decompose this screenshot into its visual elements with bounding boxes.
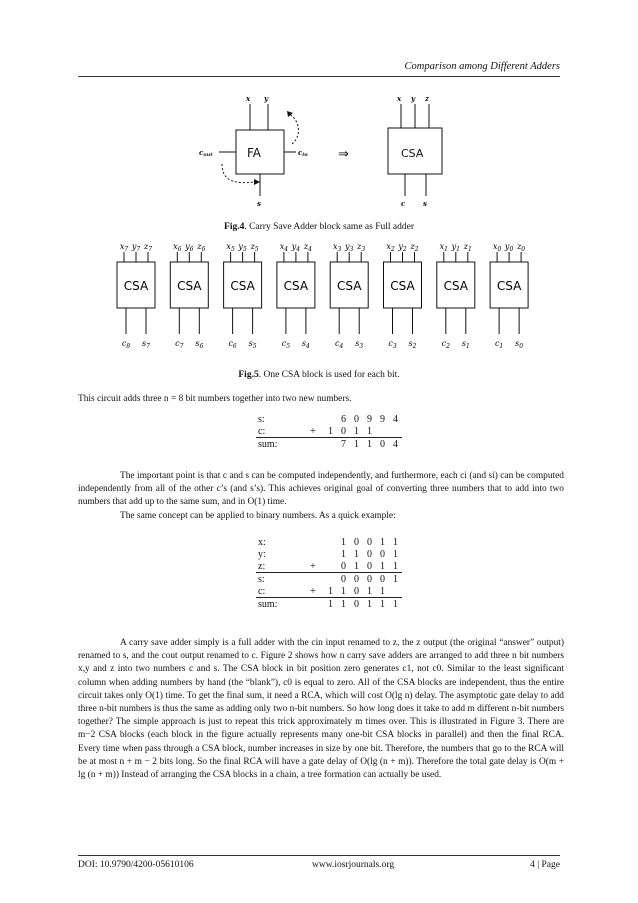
csa-input-label: $z_4$ bbox=[303, 242, 312, 253]
csa-output-label: $s_6$ bbox=[195, 339, 204, 350]
digit-cell: 7 bbox=[337, 438, 350, 451]
csa-output-label: c bbox=[401, 199, 406, 208]
digit-cell: 1 bbox=[363, 438, 376, 451]
csa-input-label: $y_4$ bbox=[291, 242, 301, 253]
csa-output-label: $s_2$ bbox=[408, 339, 417, 350]
csa-output-label: $s_0$ bbox=[515, 339, 524, 350]
csa-input-label: z bbox=[425, 94, 429, 103]
csa-input-label: $y_6$ bbox=[185, 242, 194, 253]
csa-block-label: CSA bbox=[177, 279, 202, 293]
digit-cell: 1 bbox=[354, 425, 359, 437]
digit-cell: 0 bbox=[367, 560, 372, 572]
row-label: sum: bbox=[256, 598, 302, 611]
row-operator bbox=[302, 413, 324, 425]
digit-cell: 0 bbox=[341, 560, 346, 572]
digit-cell: 1 bbox=[328, 585, 333, 597]
digit-cell: 1 bbox=[341, 585, 346, 597]
csa-output-label: $s_5$ bbox=[248, 339, 257, 350]
digit-cell bbox=[324, 560, 337, 573]
csa-output-label: $c_2$ bbox=[441, 339, 450, 350]
digit-cell: 1 bbox=[389, 598, 402, 611]
row-operator: + bbox=[310, 425, 316, 437]
digit-cell: 0 bbox=[354, 413, 359, 425]
row-label: x: bbox=[258, 536, 266, 548]
digit-cell: 1 bbox=[350, 438, 363, 451]
row-operator: + bbox=[310, 585, 316, 597]
csa-input-label: $z_7$ bbox=[143, 242, 153, 253]
figure-4 bbox=[0, 92, 638, 212]
digit-cell: 1 bbox=[341, 536, 346, 548]
digit-cell: 0 bbox=[350, 573, 363, 586]
sum-table-row bbox=[256, 536, 402, 548]
digit-cell: 0 bbox=[367, 548, 372, 560]
row-operator bbox=[302, 573, 324, 586]
csa-block-label: CSA bbox=[336, 279, 362, 293]
csa-input-label: $x_2$ bbox=[386, 242, 395, 253]
digit-cell bbox=[324, 548, 337, 560]
digit-cell: 9 bbox=[380, 413, 385, 425]
figure-5-caption bbox=[0, 370, 638, 380]
figure-4-caption bbox=[0, 222, 638, 232]
csa-input-label: $x_5$ bbox=[226, 242, 235, 253]
figure-4-caption-text: . Carry Save Adder block same as Full adder bbox=[244, 222, 414, 232]
digit-cell: 0 bbox=[337, 573, 350, 586]
csa-input-label: $x_6$ bbox=[173, 242, 182, 253]
figure-4-label: Fig.4 bbox=[224, 222, 245, 232]
csa-block bbox=[170, 242, 208, 350]
running-header: Comparison among Different Adders bbox=[404, 61, 560, 72]
row-label: s: bbox=[256, 573, 302, 586]
csa-input-label: $y_5$ bbox=[238, 242, 247, 253]
digit-cell: 0 bbox=[367, 536, 372, 548]
digit-cell: 1 bbox=[393, 536, 398, 548]
row-label: z: bbox=[258, 560, 266, 572]
digit-cell: 1 bbox=[354, 548, 359, 560]
digit-cell: 4 bbox=[393, 413, 398, 425]
csa-input-label: $z_0$ bbox=[517, 242, 526, 253]
figure-5-diagram bbox=[0, 240, 638, 358]
figure-5 bbox=[0, 240, 638, 358]
row-operator: + bbox=[310, 560, 316, 572]
digit-cell: 0 bbox=[376, 573, 389, 586]
digit-cell: 1 bbox=[354, 560, 359, 572]
digit-cell: 0 bbox=[363, 573, 376, 586]
row-operator bbox=[302, 598, 324, 611]
row-operator bbox=[302, 548, 324, 560]
csa-output-label: $s_4$ bbox=[301, 339, 310, 350]
digit-cell: 1 bbox=[380, 536, 385, 548]
csa-input-label: $z_6$ bbox=[197, 242, 206, 253]
sum-table-row bbox=[256, 585, 402, 598]
csa-output-label: $c_5$ bbox=[281, 339, 291, 350]
csa-block-label: CSA bbox=[283, 279, 309, 293]
csa-output-label: $c_4$ bbox=[335, 339, 344, 350]
fa-cin-label: cin bbox=[298, 148, 308, 158]
csa-block bbox=[384, 242, 422, 350]
digit-cell: 1 bbox=[376, 598, 389, 611]
csa-block-label: CSA bbox=[123, 279, 149, 293]
digit-cell bbox=[324, 438, 337, 451]
csa-input-label: $x_1$ bbox=[439, 242, 448, 253]
fa-cout-label: cout bbox=[199, 148, 213, 158]
csa-output-label: $s_3$ bbox=[355, 339, 364, 350]
digit-cell: 1 bbox=[363, 598, 376, 611]
digit-cell: 1 bbox=[324, 598, 337, 611]
csa-input-label: $y_3$ bbox=[345, 242, 354, 253]
digit-cell bbox=[324, 536, 337, 548]
csa-input-label: $z_1$ bbox=[463, 242, 472, 253]
csa-block bbox=[277, 242, 315, 350]
row-operator bbox=[302, 438, 324, 451]
digit-cell: 1 bbox=[380, 585, 385, 597]
digit-cell bbox=[324, 413, 337, 425]
digit-cell: 1 bbox=[328, 425, 333, 437]
fa-block-label: FA bbox=[247, 146, 262, 160]
digit-cell: 9 bbox=[367, 413, 372, 425]
csa-input-label: $x_7$ bbox=[119, 242, 129, 253]
header-rule bbox=[78, 76, 560, 77]
csa-block bbox=[330, 242, 368, 350]
figure-5-caption-text: . One CSA block is used for each bit. bbox=[258, 370, 400, 380]
footer-page-number: 4 | Page bbox=[530, 860, 560, 870]
digit-cell bbox=[376, 425, 389, 438]
digit-cell: 6 bbox=[341, 413, 346, 425]
csa-output-label: $c_1$ bbox=[494, 339, 504, 350]
sum-table-row bbox=[256, 548, 402, 560]
fa-input-label: y bbox=[264, 94, 269, 103]
row-label: c: bbox=[258, 585, 266, 597]
csa-input-label: $x_0$ bbox=[492, 242, 502, 253]
row-label: sum: bbox=[256, 438, 302, 451]
csa-input-label: $y_1$ bbox=[451, 242, 460, 253]
csa-block bbox=[490, 242, 528, 350]
fa-input-label: x bbox=[246, 94, 251, 103]
digit-cell bbox=[389, 585, 402, 598]
sum-table-row bbox=[256, 573, 402, 586]
csa-input-label: x bbox=[397, 94, 402, 103]
digit-cell: 1 bbox=[367, 425, 372, 437]
csa-input-label: $x_3$ bbox=[333, 242, 342, 253]
digit-cell: 1 bbox=[367, 585, 372, 597]
csa-input-label: $x_4$ bbox=[279, 242, 289, 253]
csa-block-label: CSA bbox=[443, 279, 469, 293]
sum-table-row bbox=[256, 598, 402, 611]
csa-output-label: s bbox=[423, 199, 427, 208]
paragraph-independence: The important point is that c and s can be computed independently, and furthermore, each ci (and si) can be computed independently from all of the other c’s (and s’s). This achieves original goal of converting three numbers that to add into two numbers that add up to the same sum, and in O(1) time. bbox=[78, 471, 564, 508]
csa-block bbox=[224, 242, 262, 350]
digit-cell: 1 bbox=[337, 598, 350, 611]
row-operator bbox=[302, 536, 324, 548]
digit-cell bbox=[389, 425, 402, 438]
paragraph-intro: This circuit adds three n = 8 bit numbers together into two new numbers. bbox=[78, 394, 352, 404]
csa-block-label: CSA bbox=[496, 279, 522, 293]
digit-cell: 0 bbox=[341, 425, 346, 437]
csa-output-label: $c_7$ bbox=[175, 339, 184, 350]
digit-cell: 0 bbox=[376, 438, 389, 451]
csa-input-label: y bbox=[411, 94, 416, 103]
equivalence-arrow: ⇒ bbox=[338, 147, 349, 162]
csa-output-label: $s_1$ bbox=[461, 339, 470, 350]
figure-4-diagram bbox=[0, 92, 638, 212]
footer-website: www.iosrjournals.org bbox=[312, 860, 395, 870]
fa-output-label: s bbox=[257, 199, 261, 208]
csa-input-label: $z_2$ bbox=[410, 242, 419, 253]
digit-cell: 4 bbox=[389, 438, 402, 451]
digit-cell bbox=[324, 573, 337, 586]
csa-output-label: $c_6$ bbox=[228, 339, 237, 350]
digit-cell: 0 bbox=[350, 598, 363, 611]
row-label: s: bbox=[258, 413, 265, 425]
csa-output-label: $c_8$ bbox=[121, 339, 131, 350]
csa-input-label: $y_0$ bbox=[504, 242, 514, 253]
sum-table-row bbox=[256, 425, 402, 438]
csa-block bbox=[117, 242, 155, 350]
row-label: c: bbox=[258, 425, 266, 437]
csa-input-label: $z_5$ bbox=[250, 242, 259, 253]
csa-block bbox=[437, 242, 475, 350]
sum-table-row bbox=[256, 413, 402, 425]
digit-cell: 0 bbox=[354, 536, 359, 548]
footer-rule bbox=[78, 855, 560, 856]
digit-cell: 0 bbox=[354, 585, 359, 597]
digit-cell: 1 bbox=[393, 548, 398, 560]
figure-5-label: Fig.5 bbox=[238, 370, 259, 380]
digit-cell: 0 bbox=[380, 548, 385, 560]
csa-block-label: CSA bbox=[230, 279, 255, 293]
digit-cell: 1 bbox=[380, 560, 385, 572]
paragraph-binary-intro: The same concept can be applied to binary numbers. As a quick example: bbox=[120, 511, 396, 521]
paragraph-explanation: A carry save adder simply is a full adder with the cin input renamed to z, the z output (the original “answer” output) renamed to s, and the cout output renamed to c. Figure 2 shows how n carry save adders are arranged to add three n bit numbers x,y and z into two numbers c and s. The CSA block in bit position zero generates c1, not c0. Similar to the least significant column when adding numbers by hand (the “blank”), c0 is equal to zero. All of the CSA blocks are independent, thus the entire circuit takes only O(1) time. To get the final sum, it need a RCA, which will cost O(lg n) delay. The asymptotic gate delay to add three n-bit numbers is thus the same as adding only two n-bit numbers. So how long does it take to add m different n-bit numbers together? The simple approach is just to repeat this trick approximately m times over. This is illustrated in Figure 3. There are m−2 CSA blocks (each block in the figure actually represents many one-bit CSA blocks in parallel) and then the final RCA. Every time when pass through a CSA block, number increases in size by one bit. Therefore, the numbers that go to the RCA will be at most n + m − 2 bits long. So the final RCA will have a gate delay of O(lg (n + m)). Therefore the total gate delay is O(m + lg (n + m)) Instead of arranging the CSA blocks in a chain, a tree formation can actually be used. bbox=[78, 638, 564, 781]
digit-cell: 1 bbox=[389, 573, 402, 586]
sum-table-row bbox=[256, 438, 402, 451]
csa-block-label: CSA bbox=[401, 147, 424, 160]
sum-table-row bbox=[256, 560, 402, 573]
binary-sum-table bbox=[256, 536, 402, 610]
csa-output-label: $c_3$ bbox=[388, 339, 397, 350]
row-label: y: bbox=[258, 548, 266, 560]
csa-output-label: $s_7$ bbox=[142, 339, 150, 350]
csa-input-label: $y_2$ bbox=[398, 242, 407, 253]
decimal-sum-table bbox=[256, 413, 402, 450]
csa-input-label: $y_7$ bbox=[131, 242, 141, 253]
csa-block-label: CSA bbox=[390, 279, 415, 293]
csa-input-label: $z_3$ bbox=[357, 242, 366, 253]
footer-doi: DOI: 10.9790/4200-05610106 bbox=[78, 860, 194, 870]
digit-cell: 1 bbox=[393, 560, 398, 572]
digit-cell: 1 bbox=[341, 548, 346, 560]
